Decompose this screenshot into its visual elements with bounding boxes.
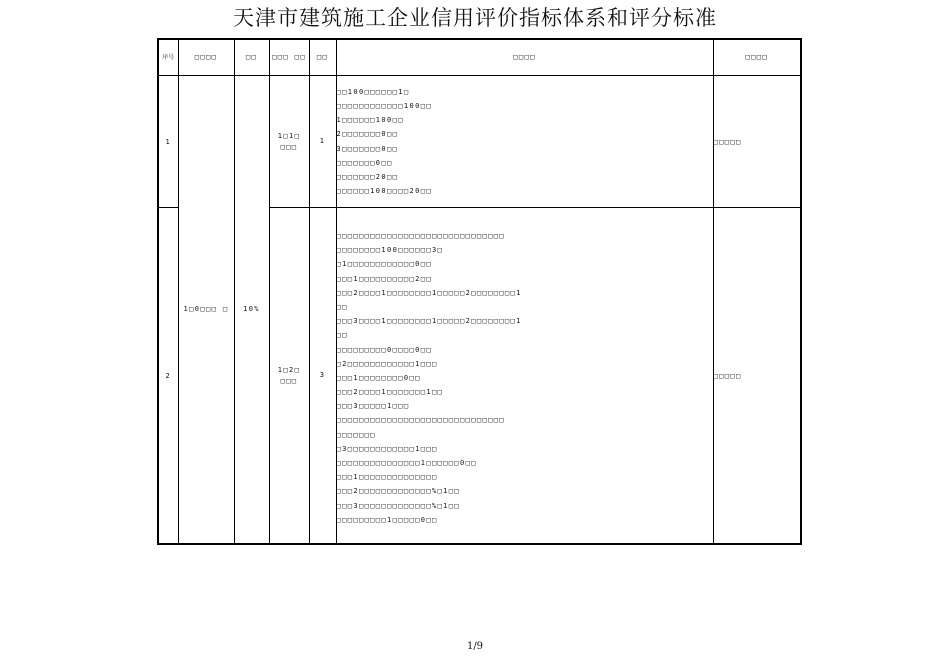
header-score: □□ bbox=[309, 39, 336, 76]
row-index: 1 bbox=[158, 76, 178, 208]
criteria-line: □□□2□□□□1□□□□□□□□1□□□□□2□□□□□□□□1 bbox=[336, 288, 522, 297]
header-index: 序号 bbox=[158, 39, 178, 76]
header-unit: □□□□ bbox=[713, 39, 801, 76]
criteria-line: □□□3□□□□□1□□□ bbox=[336, 402, 410, 411]
criteria-line: □□□□□□□ bbox=[336, 430, 376, 439]
weight-cell: 10% bbox=[234, 76, 269, 545]
unit-cell: □□□□□ bbox=[713, 208, 801, 545]
score-cell: 1 bbox=[309, 76, 336, 208]
credit-evaluation-table bbox=[157, 38, 802, 545]
criteria-line: □□□□□□□20□□ bbox=[336, 172, 399, 181]
criteria-line: □1□□□□□□□□□□□□0□□ bbox=[336, 260, 432, 269]
criteria-line: □□□3□□□□□□□□□□□□□%□1□□ bbox=[336, 501, 461, 510]
criteria-line: □□□2□□□□1□□□□□□□1□□ bbox=[336, 388, 444, 397]
criteria-line: □3□□□□□□□□□□□□1□□□ bbox=[336, 444, 438, 453]
header-weight: □□ bbox=[234, 39, 269, 76]
criteria-line: □□□□□□□□□□□□□□□□□□□□□□□□□□□□□□ bbox=[336, 232, 505, 241]
criteria-line: □□□3□□□□1□□□□□□□□1□□□□□2□□□□□□□□1 bbox=[336, 317, 522, 326]
criteria-line: □□□1□□□□□□□□□□□□□□ bbox=[336, 473, 438, 482]
criteria-line: □□□□□□100□□□□20□□ bbox=[336, 187, 432, 196]
criteria-line: □□□1□□□□□□□□□□2□□ bbox=[336, 274, 432, 283]
criteria-line: □□□□□□□□□□□□□□□□□□□□□□□□□□□□□□ bbox=[336, 416, 505, 425]
criteria-line: □□□□□□□□□□□□100□□ bbox=[336, 101, 432, 110]
criteria-line: □□□□□□□0□□ bbox=[336, 158, 393, 167]
subindex-cell: 1□2□ □□□ bbox=[269, 208, 309, 545]
criteria-line: □□□□□□□□□1□□□□□0□□ bbox=[336, 515, 438, 524]
criteria-line: □□ bbox=[336, 302, 348, 311]
criteria-cell bbox=[336, 208, 713, 545]
criteria-line: □□□□□□□□□0□□□□0□□ bbox=[336, 345, 432, 354]
page-number: 1/9 bbox=[466, 641, 484, 652]
document-title: 天津市建筑施工企业信用评价指标体系和评分标准 bbox=[233, 6, 717, 30]
criteria-line: □□□1□□□□□□□□0□□ bbox=[336, 373, 421, 382]
criteria-line: □□□□□□□□100□□□□□□3□ bbox=[336, 246, 444, 255]
criteria-line: 3□□□□□□□0□□ bbox=[336, 144, 399, 153]
row-index: 2 bbox=[158, 208, 178, 545]
category-cell: 1□0□□□ □ bbox=[178, 76, 234, 545]
criteria-line: □□100□□□□□□1□ bbox=[336, 87, 410, 96]
header-category: □□□□ bbox=[178, 39, 234, 76]
table-header-row bbox=[158, 39, 801, 76]
criteria-line: □□□□□□□□□□□□□□□1□□□□□□0□□ bbox=[336, 459, 477, 468]
criteria-line: □□ bbox=[336, 331, 348, 340]
table-row bbox=[158, 76, 801, 208]
criteria-line: 2□□□□□□□0□□ bbox=[336, 130, 399, 139]
criteria-cell bbox=[336, 76, 713, 208]
header-subindex: □□□ □□ bbox=[269, 39, 309, 76]
score-cell: 3 bbox=[309, 208, 336, 545]
subindex-cell: 1□1□ □□□ bbox=[269, 76, 309, 208]
unit-cell: □□□□□ bbox=[713, 76, 801, 208]
criteria-line: 1□□□□□□100□□ bbox=[336, 116, 404, 125]
criteria-line: □2□□□□□□□□□□□□1□□□ bbox=[336, 359, 438, 368]
header-criteria: □□□□ bbox=[336, 39, 713, 76]
criteria-line: □□□2□□□□□□□□□□□□□%□1□□ bbox=[336, 487, 461, 496]
